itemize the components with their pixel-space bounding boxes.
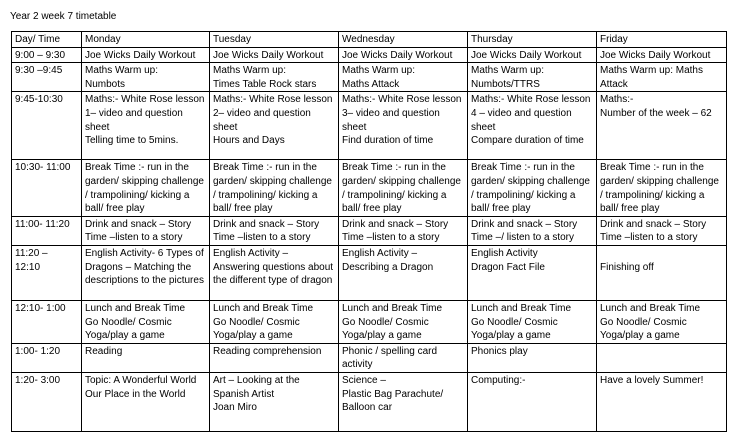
activity-cell: Joe Wicks Daily Workout — [210, 47, 339, 63]
table-row — [12, 216, 727, 245]
activity-cell: Lunch and Break Time Go Noodle/ Cosmic Yoga/play a game — [210, 300, 339, 343]
activity-cell: Joe Wicks Daily Workout — [82, 47, 210, 63]
table-row — [12, 372, 727, 431]
time-cell: 11:00- 11:20 — [12, 216, 82, 245]
activity-cell: Break Time :- run in the garden/ skipping challenge / trampolining/ kicking a ball/ free play — [597, 160, 727, 216]
activity-cell: Break Time :- run in the garden/ skipping challenge / trampolining/ kicking a ball/ free play — [468, 160, 597, 216]
activity-cell: Drink and snack – Story Time –/ listen to a story — [468, 216, 597, 245]
activity-cell: English Activity – Describing a Dragon — [339, 245, 468, 300]
activity-cell: Lunch and Break Time Go Noodle/ Cosmic Yoga/play a game — [82, 300, 210, 343]
activity-cell: Computing:- — [468, 372, 597, 431]
header-cell-day-time: Day/ Time — [12, 32, 82, 48]
activity-cell: Science – Plastic Bag Parachute/ Balloon car — [339, 372, 468, 431]
time-cell: 11:20 – 12:10 — [12, 245, 82, 300]
activity-cell: Maths Warm up: Maths Attack — [597, 63, 727, 92]
activity-cell: Drink and snack – Story Time –listen to a story — [597, 216, 727, 245]
table-row — [12, 92, 727, 160]
header-row — [12, 32, 727, 48]
activity-cell: Lunch and Break Time Go Noodle/ Cosmic Yoga/play a game — [597, 300, 727, 343]
activity-cell: English Activity Dragon Fact File — [468, 245, 597, 300]
activity-cell: Phonic / spelling card activity — [339, 343, 468, 372]
header-cell-tuesday: Tuesday — [210, 32, 339, 48]
activity-cell: Phonics play — [468, 343, 597, 372]
header-cell-thursday: Thursday — [468, 32, 597, 48]
activity-cell: Maths:- White Rose lesson 2– video and question sheet Hours and Days — [210, 92, 339, 160]
page-title: Year 2 week 7 timetable — [10, 11, 117, 22]
time-cell: 9:45-10:30 — [12, 92, 82, 160]
activity-cell: Break Time :- run in the garden/ skipping challenge / trampolining/ kicking a ball/ free play — [339, 160, 468, 216]
activity-cell: Break Time :- run in the garden/ skipping challenge / trampolining/ kicking a ball/ free play — [82, 160, 210, 216]
activity-cell: Maths:- Number of the week – 62 — [597, 92, 727, 160]
activity-cell: Lunch and Break Time Go Noodle/ Cosmic Yoga/play a game — [468, 300, 597, 343]
activity-cell: Maths Warm up: Numbots — [82, 63, 210, 92]
activity-cell: Maths:- White Rose lesson 4 – video and question sheet Compare duration of time — [468, 92, 597, 160]
activity-cell: Joe Wicks Daily Workout — [339, 47, 468, 63]
time-cell: 12:10- 1:00 — [12, 300, 82, 343]
activity-cell: Maths:- White Rose lesson 3– video and question sheet Find duration of time — [339, 92, 468, 160]
activity-cell: English Activity – Answering questions about the different type of dragon — [210, 245, 339, 300]
activity-cell: Break Time :- run in the garden/ skipping challenge / trampolining/ kicking a ball/ free play — [210, 160, 339, 216]
activity-cell: Topic: A Wonderful World Our Place in the World — [82, 372, 210, 431]
activity-cell — [597, 343, 727, 372]
time-cell: 10:30- 11:00 — [12, 160, 82, 216]
time-cell: 1:00- 1:20 — [12, 343, 82, 372]
time-cell: 9:00 – 9:30 — [12, 47, 82, 63]
table-row — [12, 63, 727, 92]
timetable — [11, 31, 727, 432]
table-row — [12, 300, 727, 343]
time-cell: 1:20- 3:00 — [12, 372, 82, 431]
time-cell: 9:30 –9:45 — [12, 63, 82, 92]
activity-cell: Maths Warm up: Maths Attack — [339, 63, 468, 92]
header-cell-wednesday: Wednesday — [339, 32, 468, 48]
activity-cell: Finishing off — [597, 245, 727, 300]
table-row — [12, 160, 727, 216]
table-row — [12, 245, 727, 300]
activity-cell: Maths Warm up: Numbots/TTRS — [468, 63, 597, 92]
activity-cell: Maths Warm up: Times Table Rock stars — [210, 63, 339, 92]
activity-cell: English Activity- 6 Types of Dragons – Matching the descriptions to the pictures — [82, 245, 210, 300]
activity-cell: Art – Looking at the Spanish Artist Joan Miro — [210, 372, 339, 431]
header-cell-friday: Friday — [597, 32, 727, 48]
header-cell-monday: Monday — [82, 32, 210, 48]
activity-cell: Have a lovely Summer! — [597, 372, 727, 431]
table-row — [12, 47, 727, 63]
activity-cell: Reading — [82, 343, 210, 372]
activity-cell: Maths:- White Rose lesson 1– video and question sheet Telling time to 5mins. — [82, 92, 210, 160]
activity-cell: Drink and snack – Story Time –listen to a story — [210, 216, 339, 245]
activity-cell: Reading comprehension — [210, 343, 339, 372]
activity-cell: Drink and snack – Story Time –listen to a story — [82, 216, 210, 245]
activity-cell: Joe Wicks Daily Workout — [468, 47, 597, 63]
activity-cell: Drink and snack – Story Time –listen to a story — [339, 216, 468, 245]
activity-cell: Lunch and Break Time Go Noodle/ Cosmic Yoga/play a game — [339, 300, 468, 343]
table-row — [12, 343, 727, 372]
activity-cell: Joe Wicks Daily Workout — [597, 47, 727, 63]
